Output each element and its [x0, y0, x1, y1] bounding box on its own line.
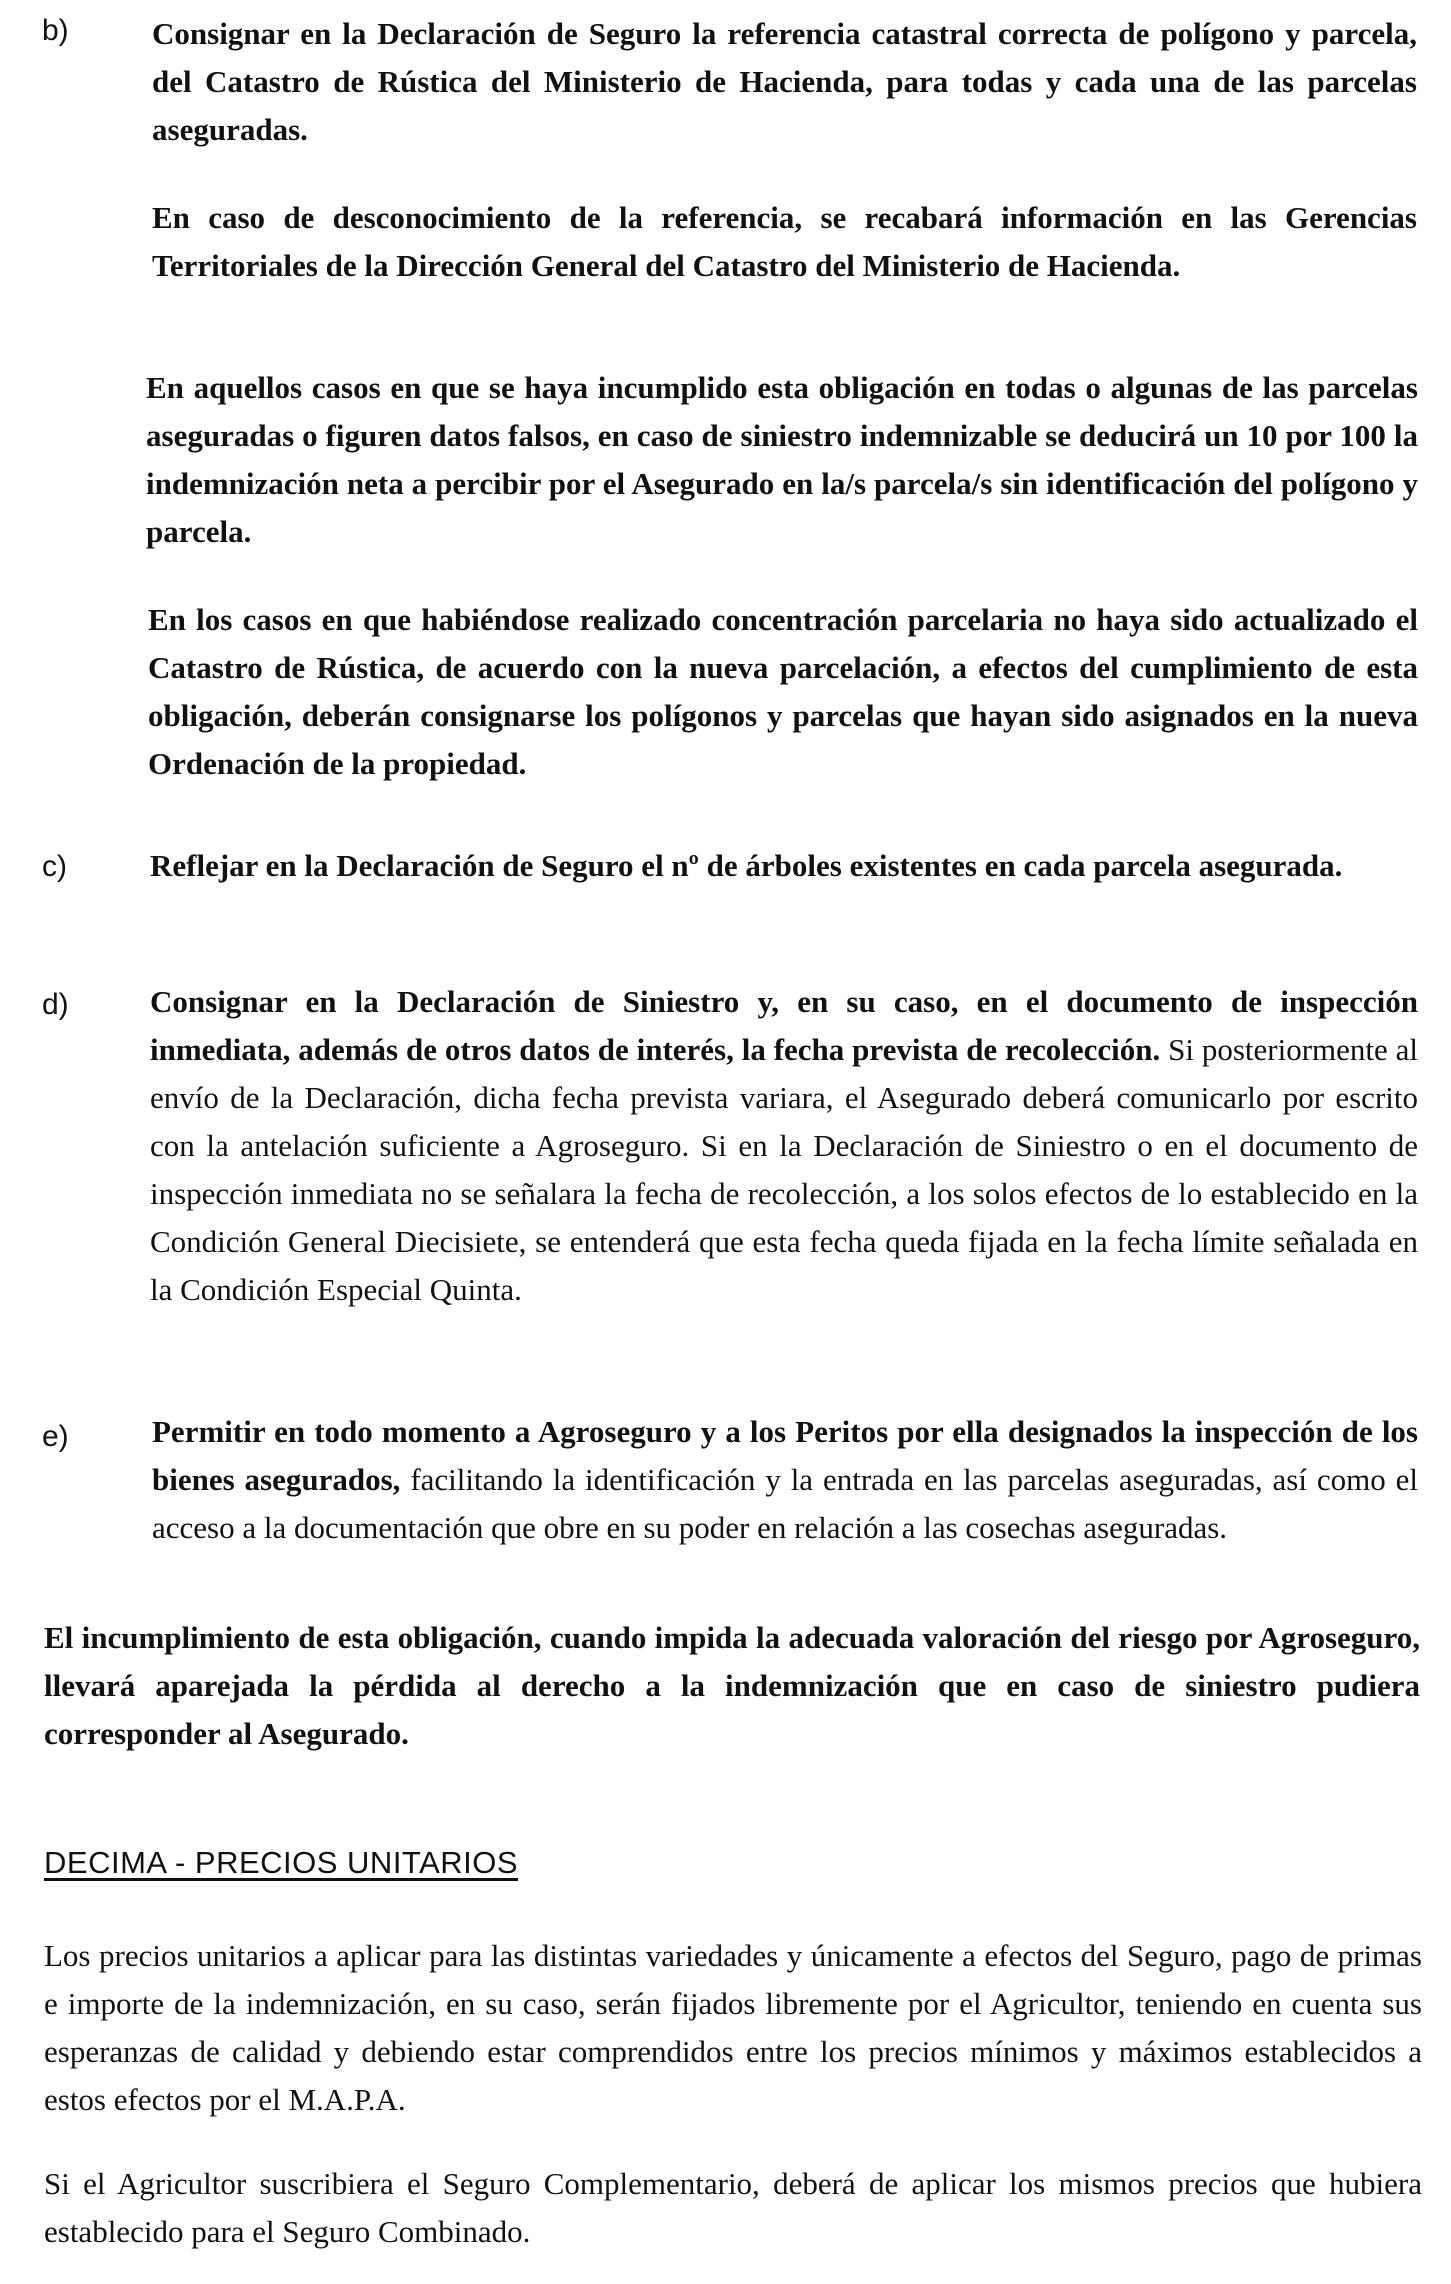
item-b-paragraph-3: En aquellos casos en que se haya incumplido esta obligación en todas o algunas de las parcelas aseguradas o figuren datos falsos, en caso de siniestro indemnizable se deducirá un 10 por 100 la indemnización neta a percibir por el Asegurado en la/s parcela/s sin identificación del polígono y parcela. — [146, 370, 1418, 549]
item-b-paragraph-1: Consignar en la Declaración de Seguro la referencia catastral correcta de polígono y parcela, del Catastro de Rústica del Ministerio de Hacienda, para todas y cada una de las parcelas aseguradas. — [152, 16, 1417, 147]
item-e-paragraph — [152, 1408, 1418, 1552]
item-e-bold-text: Permitir en todo momento a Agroseguro y a los Peritos por ella designados la inspección de los bienes asegurados, — [152, 1414, 1418, 1497]
item-c-marker: c) — [42, 850, 67, 883]
item-e-normal-text: facilitando la identificación y la entrada en las parcelas aseguradas, así como el acceso a la documentación que obre en su poder en relación a las cosechas aseguradas. — [152, 1462, 1418, 1545]
section-heading: DECIMA - PRECIOS UNITARIOS — [44, 1845, 519, 1880]
item-d-paragraph — [150, 978, 1418, 1314]
consequence-paragraph: El incumplimiento de esta obligación, cuando impida la adecuada valoración del riesgo por Agroseguro, llevará aparejada la pérdida al derecho a la indemnización que en caso de siniestro pudiera corresponder al Asegurado. — [44, 1620, 1420, 1751]
item-c-paragraph: Reflejar en la Declaración de Seguro el nº de árboles existentes en cada parcela asegurada. — [150, 848, 1343, 883]
item-d-marker: d) — [42, 988, 69, 1021]
section-paragraph-2: Si el Agricultor suscribiera el Seguro Complementario, deberá de aplicar los mismos precios que hubiera establecido para el Seguro Combinado. — [44, 2166, 1422, 2249]
item-d-normal-text: Si posteriormente al envío de la Declaración, dicha fecha prevista variara, el Asegurado deberá comunicarlo por escrito con la antelación suficiente a Agroseguro. Si en la Declaración de Siniestro o en el documento de inspección inmediata no se señalara la fecha de recolección, a los solos efectos de lo establecido en la Condición General Diecisiete, se entenderá que esta fecha queda fijada en la fecha límite señalada en la Condición Especial Quinta. — [150, 1032, 1418, 1307]
item-b-paragraph-4: En los casos en que habiéndose realizado concentración parcelaria no haya sido actualizado el Catastro de Rústica, de acuerdo con la nueva parcelación, a efectos del cumplimiento de esta obligación, deberán consignarse los polígonos y parcelas que hayan sido asignados en la nueva Ordenación de la propiedad. — [148, 602, 1418, 781]
section-paragraph-1: Los precios unitarios a aplicar para las distintas variedades y únicamente a efectos del Seguro, pago de primas e importe de la indemnización, en su caso, serán fijados libremente por el Agricultor, teniendo en cuenta sus esperanzas de calidad y debiendo estar comprendidos entre los precios mínimos y máximos establecidos a estos efectos por el M.A.P.A. — [44, 1938, 1422, 2117]
item-b-marker: b) — [42, 14, 69, 47]
item-d-bold-text: Consignar en la Declaración de Siniestro y, en su caso, en el documento de inspección inmediata, además de otros datos de interés, la fecha prevista de recolección. — [150, 984, 1418, 1067]
item-b-paragraph-2: En caso de desconocimiento de la referencia, se recabará información en las Gerencias Territoriales de la Dirección General del Catastro del Ministerio de Hacienda. — [152, 200, 1417, 283]
item-e-marker: e) — [42, 1420, 69, 1453]
